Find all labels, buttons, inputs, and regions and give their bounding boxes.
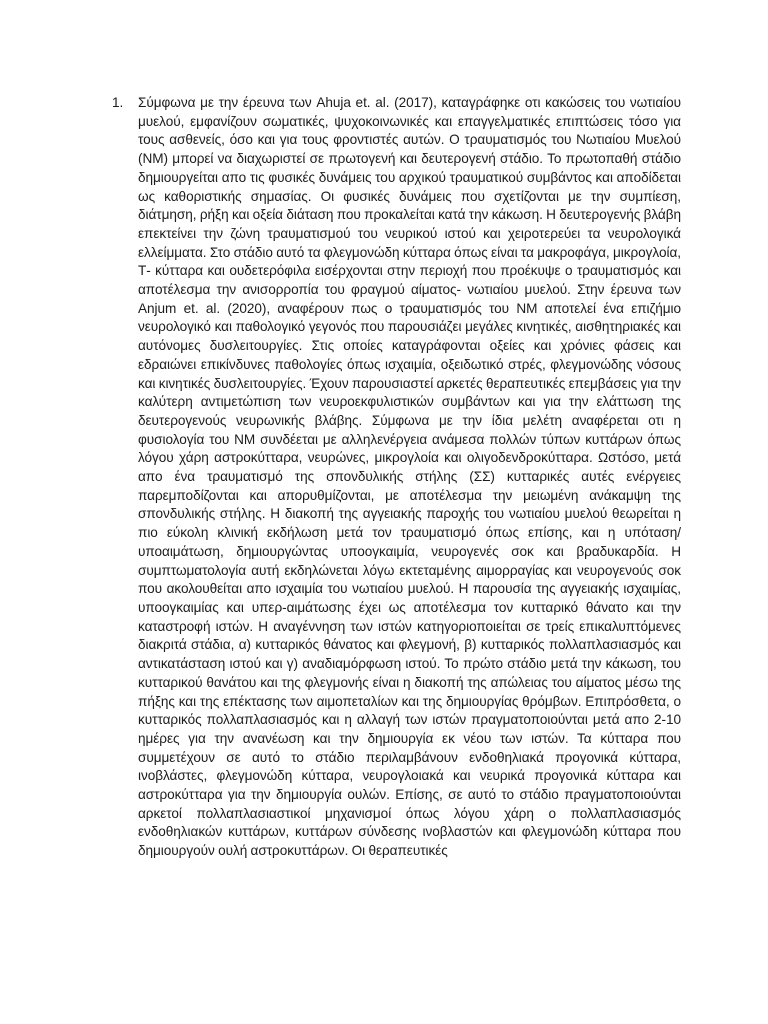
- body-paragraph: Σύμφωνα με την έρευνα των Ahuja et. al. (2017), καταγράφηκε οτι κακώσεις του νωτιαίου μυελού, εμφανίζουν σωματικές, ψυχοκοινωνικές και επαγγελματικές επιπτώσεις τόσο για τους ασθενείς, όσο και για τους φροντιστές αυτών. Ο τραυματισμός του Νωτιαίου Μυελού (ΝΜ) μπορεί να διαχωριστεί σε πρωτογενή και δευτερογενή στάδιο. Το πρωτοπαθή στάδιο δημιουργείται απο τις φυσικές δυνάμεις του αρχικού τραυματικού συμβάντος και αποδίδεται ως καθοριστικής σημασίας. Οι φυσικές δυνάμεις που σχετίζονται με την συμπίεση, διάτμηση, ρήξη και οξεία διάταση που προκαλείται κατά την κάκωση. Η δευτερογενής βλάβη επεκτείνει την ζώνη τραυματισμού του νευρικού ιστού και χειροτερεύει τα νευρολογικά ελλείμματα. Στο στάδιο αυτό τα φλεγμονώδη κύτταρα όπως είναι τα μακροφάγα, μικρογλοία, Τ- κύτταρα και ουδετερόφιλα εισέρχονται στην περιοχή που προέκυψε ο τραυματισμός και αποτέλεσμα την ανισορροπία του φραγμού αίματος- νωτιαίου μυελού. Στην έρευνα των Anjum et. al. (2020), αναφέρουν πως ο τραυματισμός του ΝΜ αποτελεί ένα επιζήμιο νευρολογικό και παθολογικό γεγονός που παρουσιάζει μεγάλες κινητικές, αισθητηριακές και αυτόνομες δυσλειτουργίες. Στις οποίες καταγράφονται οξείες και χρόνιες φάσεις και εδραιώνει επικίνδυνες παθολογίες όπως ισχαιμία, οξειδωτικό στρές, φλεγμονώδης νόσους και κινητικές δυσλειτουργίες. Έχουν παρουσιαστεί αρκετές θεραπευτικές επεμβάσεις για την καλύτερη αντιμετώπιση των νευροεκφυλιστικών συμβάντων και για την ελάττωση της δευτερογενούς νευρωνικής βλάβης. Σύμφωνα με την ίδια μελέτη αναφέρεται οτι η φυσιολογία του ΝΜ συνδέεται με αλληλενέργεια ανάμεσα πολλών τύπων κυττάρων όπως λόγου χάρη αστροκύτταρα, νευρώνες, μικρογλοία και ολιγοδενδροκύτταρα. Ωστόσο, μετά απο ένα τραυματισμό της σπονδυλικής στήλης (ΣΣ) κυτταρικές αυτές ενέργειες παρεμποδίζονται και απορυθμίζονται, με αποτέλεσμα την μειωμένη ανάκαμψη της σπονδυλικής στήλης. Η διακοπή της αγγειακής παροχής του νωτιαίου μυελού θεωρείται η πιο εύκολη κλινική εκδήλωση μετά τον τραυματισμό όπως επίσης, και η υπόταση/υποαιμάτωση, δημιουργώντας υποογκαιμία, νευρογενές σοκ και βραδυκαρδία. Η συμπτωματολογία αυτή εκδηλώνεται λόγω εκτεταμένης αιμορραγίας και νευρογενούς σοκ που ακολουθείται απο ισχαιμία του νωτιαίου μυελού. Η παρουσία της αγγειακής ισχαιμίας, υποογκαιμίας και υπερ-αιμάτωσης έχει ως αποτέλεσμα τον κυτταρικό θάνατο και την καταστροφή ιστών. Η αναγέννηση των ιστών κατηγοριοποιείται σε τρείς επικαλυπτόμενες διακριτά στάδια, α) κυτταρικός θάνατος και φλεγμονή, β) κυτταρικός πολλαπλασιασμός και αντικατάσταση ιστού και γ) αναδιαμόρφωση ιστού. Το πρώτο στάδιο μετά την κάκωση, του κυτταρικού θανάτου και της φλεγμονής είναι η διακοπή της απώλειας του αίματος μέσω της πήξης και της επέκτασης των αιμοπεταλίων και της δημιουργίας θρόμβων. Επιπρόσθετα, ο κυτταρικός πολλαπλασιασμός και η αλλαγή των ιστών πραγματοποιούνται μετά απο 2-10 ημέρες για την ανανέωση και την δημιουργία εκ νέου των ιστών. Τα κύτταρα που συμμετέχουν σε αυτό το στάδιο περιλαμβάνουν ενδοθηλιακά προγονικά κύτταρα, ινοβλάστες, φλεγμονώδη κύτταρα, νευρογλοιακά και νευρικά προγονικά κύτταρα και αστροκύτταρα για την δημιουργία ουλών. Επίσης, σε αυτό το στάδιο πραγματοποιούνται αρκετοί πολλαπλασιαστικοί μηχανισμοί όπως λόγου χάρη ο πολλαπλασιασμός ενδοθηλιακών κυττάρων, κυττάρων σύνδεσης ινοβλαστών και φλεγμονώδη κύτταρα που δημιουργούν ουλή αστροκυττάρων. Οι θεραπευτικές: [138, 95, 681, 859]
- list-number: 1.: [112, 95, 124, 110]
